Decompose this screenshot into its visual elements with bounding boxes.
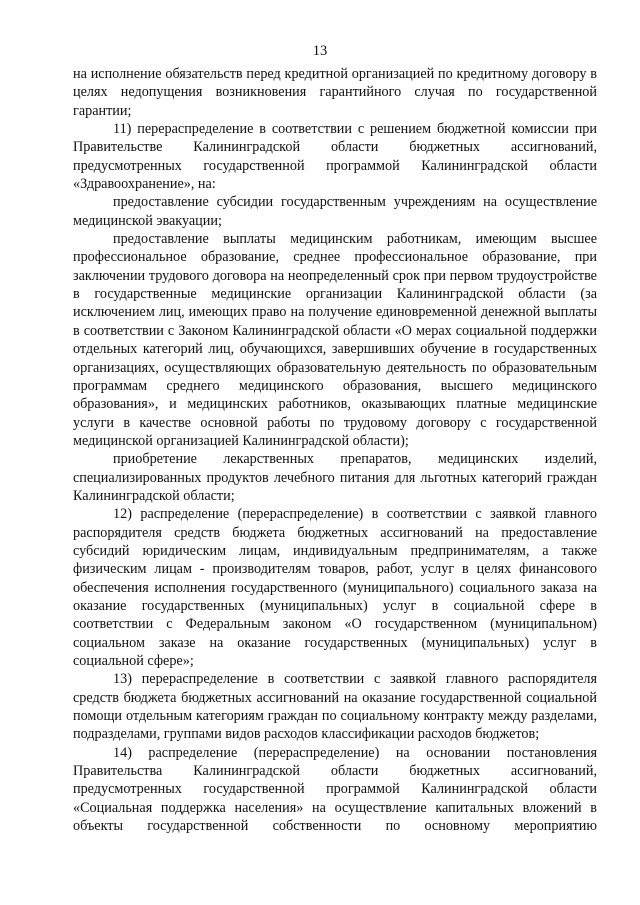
paragraph-item-11: 11) перераспределение в соответствии с решением бюджетной комиссии при Правительстве Калининградской области бюджетных ассигнований, предусмотренных государственной программой Калининградской области «Здравоохранение», на: — [73, 121, 597, 193]
page-number: 13 — [312, 43, 328, 59]
paragraph-subsidy-evacuation: предоставление субсидии государственным учреждениям на осуществление медицинской эвакуации; — [73, 194, 597, 229]
paragraph-item-12: 12) распределение (перераспределение) в соответствии с заявкой главного распорядителя средств бюджета бюджетных ассигнований на предоставление субсидий юридическим лицам, индивидуальным предпринимателям, а также физическим лицам - производителям товаров, работ, услуг в целях финансового обеспечения исполнения государственного (муниципального) социального заказа на оказание государственных (муниципальных) услуг в социальной сфере в соответствии с Федеральным законом «О государственном (муниципальном) социальном заказе на оказание государственных (муниципальных) услуг в социальной сфере»; — [73, 506, 597, 669]
paragraph-continuation: на исполнение обязательств перед кредитной организацией по кредитному договору в целях недопущения возникновения гарантийного случая по государственной гарантии; — [73, 66, 597, 119]
paragraph-payment-medical-workers: предоставление выплаты медицинским работникам, имеющим высшее профессиональное образование, среднее профессиональное образование, при заключении трудового договора на неопределенный срок при первом трудоустройстве в государственные медицинские организации Калининградской области (за исключением лиц, имеющих право на получение единовременной денежной выплаты в соответствии с Законом Калининградской области «О мерах социальной поддержки отдельных категорий лиц, обучающихся, завершивших обучение в государственных организациях, осуществляющих образовательную деятельность по образовательным программам среднего медицинского образования, высшего медицинского образования», и медицинских работников, оказывающих платные медицинские услуги в качестве основной работы по трудовому договору с государственной медицинской организацией Калининградской области); — [73, 231, 597, 449]
paragraph-item-13: 13) перераспределение в соответствии с заявкой главного распорядителя средств бюджета бюджетных ассигнований на оказание государственной социальной помощи отдельным категориям граждан по социальному контракту между разделами, подразделами, группами видов расходов классификации расходов бюджетов; — [73, 671, 597, 743]
paragraph-medicines-purchase: приобретение лекарственных препаратов, медицинских изделий, специализированных продуктов лечебного питания для льготных категорий граждан Калининградской области; — [73, 451, 597, 504]
document-body — [73, 65, 597, 835]
paragraph-item-14: 14) распределение (перераспределение) на основании постановления Правительства Калининградской области бюджетных ассигнований, предусмотренных государственной программой Калининградской области «Социальная поддержка населения» на осуществление капитальных вложений в объекты государственной собственности по основному мероприятию — [73, 744, 597, 835]
